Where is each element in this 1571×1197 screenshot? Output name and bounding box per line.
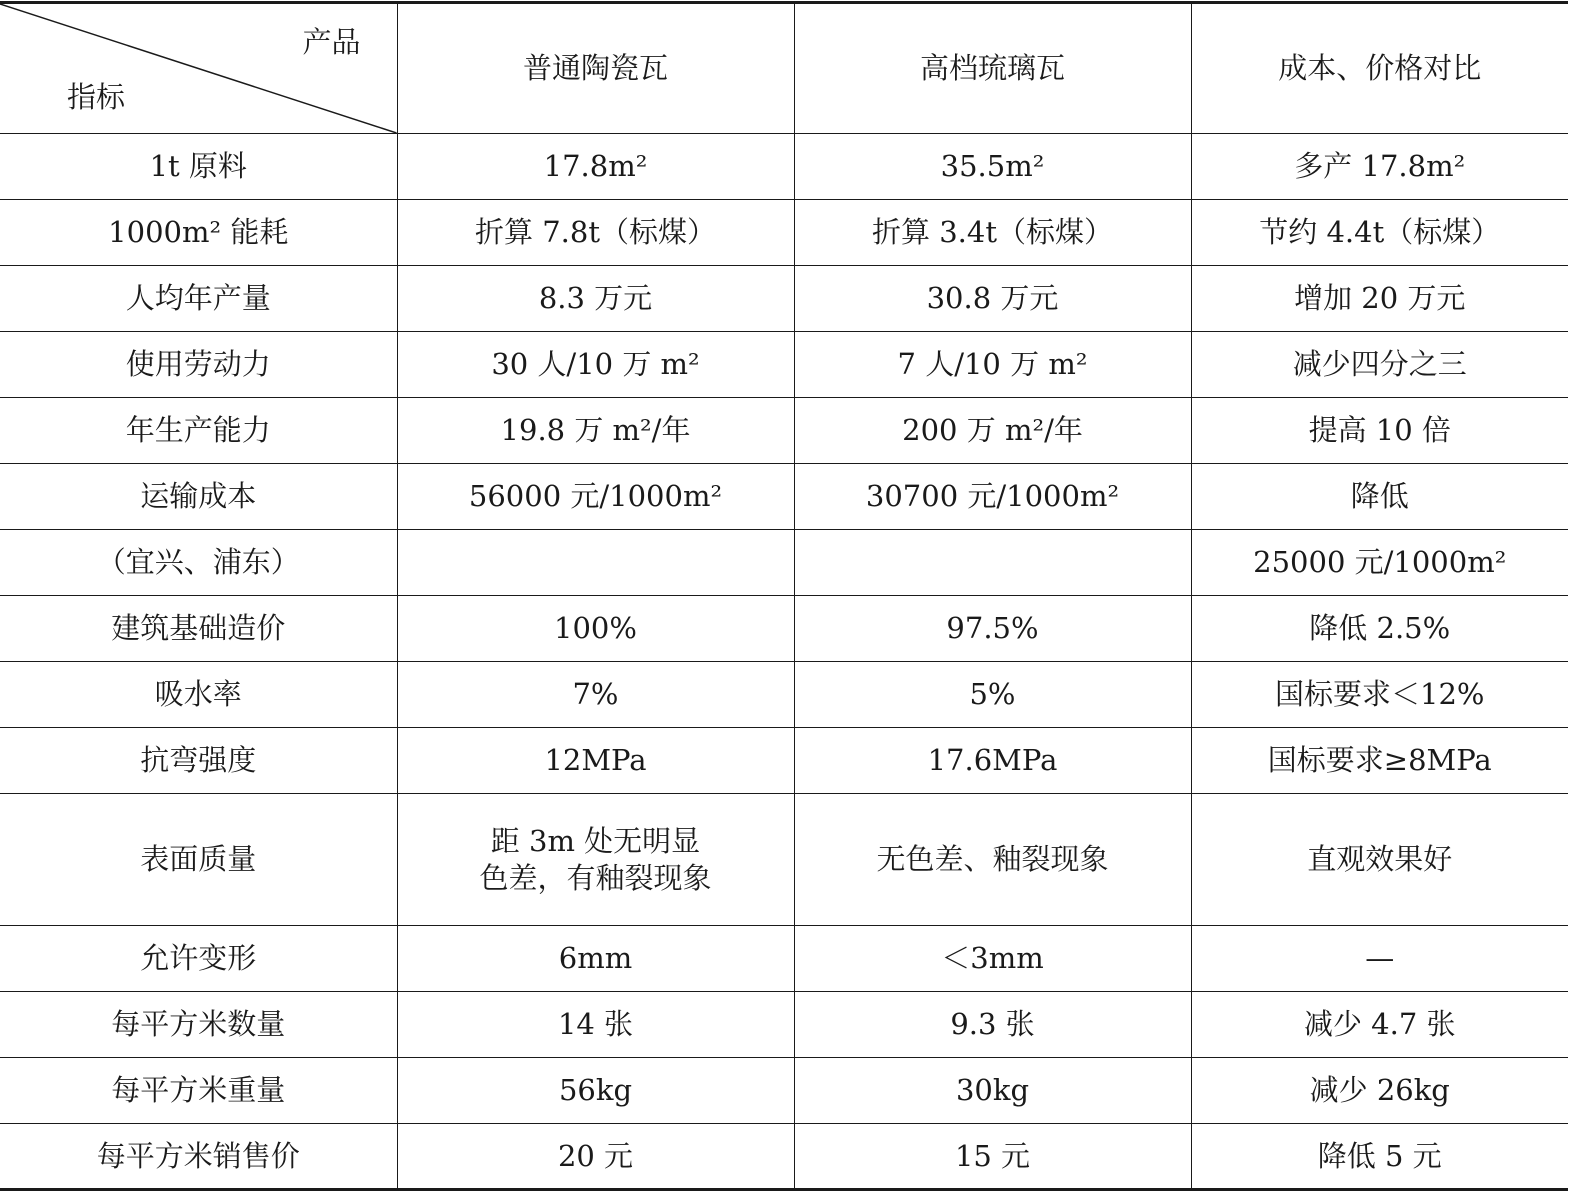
cell-ordinary: 56kg: [397, 1058, 794, 1124]
cell-glazed: 9.3 张: [794, 992, 1191, 1058]
column-header-glazed-tile: 高档琉璃瓦: [794, 3, 1191, 134]
cell-ordinary: 7%: [397, 662, 794, 728]
cell-comparison: 国标要求≥8MPa: [1191, 728, 1568, 794]
table-row: [0, 926, 1568, 992]
cell-glazed: [794, 530, 1191, 596]
table-row: [0, 1058, 1568, 1124]
cell-glazed: 折算 3.4t（标煤）: [794, 200, 1191, 266]
table-row: [0, 134, 1568, 200]
table-row: [0, 992, 1568, 1058]
column-header-ordinary-tile: 普通陶瓷瓦: [397, 3, 794, 134]
row-label: 抗弯强度: [0, 728, 397, 794]
row-label: 建筑基础造价: [0, 596, 397, 662]
cell-comparison: 降低: [1191, 464, 1568, 530]
cell-glazed: 5%: [794, 662, 1191, 728]
corner-cell: [0, 3, 397, 134]
cell-ordinary-line-1: 距 3m 处无明显: [490, 824, 701, 859]
row-label: 每平方米重量: [0, 1058, 397, 1124]
table-row: [0, 266, 1568, 332]
cell-glazed: 97.5%: [794, 596, 1191, 662]
cell-comparison: 减少四分之三: [1191, 332, 1568, 398]
cell-glazed: 200 万 m²/年: [794, 398, 1191, 464]
cell-comparison: 减少 4.7 张: [1191, 992, 1568, 1058]
cell-glazed: 7 人/10 万 m²: [794, 332, 1191, 398]
cell-ordinary: [397, 530, 794, 596]
cell-ordinary: 14 张: [397, 992, 794, 1058]
row-label: 年生产能力: [0, 398, 397, 464]
table-row: [0, 728, 1568, 794]
row-label: 人均年产量: [0, 266, 397, 332]
cell-ordinary: 12MPa: [397, 728, 794, 794]
cell-ordinary: 30 人/10 万 m²: [397, 332, 794, 398]
cell-comparison: 多产 17.8m²: [1191, 134, 1568, 200]
cell-glazed: 30700 元/1000m²: [794, 464, 1191, 530]
row-label: 每平方米数量: [0, 992, 397, 1058]
row-label: 1000m² 能耗: [0, 200, 397, 266]
cell-comparison: 25000 元/1000m²: [1191, 530, 1568, 596]
row-label: 吸水率: [0, 662, 397, 728]
cell-ordinary: 折算 7.8t（标煤）: [397, 200, 794, 266]
table-row: [0, 596, 1568, 662]
cell-glazed: 15 元: [794, 1124, 1191, 1190]
comparison-table: [0, 1, 1568, 1191]
table-row: [0, 794, 1568, 926]
cell-ordinary: 6mm: [397, 926, 794, 992]
cell-ordinary: [397, 794, 794, 926]
cell-glazed: 35.5m²: [794, 134, 1191, 200]
cell-comparison: 减少 26kg: [1191, 1058, 1568, 1124]
column-header-comparison: 成本、价格对比: [1191, 3, 1568, 134]
cell-glazed: 无色差、釉裂现象: [794, 794, 1191, 926]
cell-comparison: 国标要求＜12%: [1191, 662, 1568, 728]
table-row: [0, 332, 1568, 398]
cell-ordinary: 17.8m²: [397, 134, 794, 200]
cell-ordinary: 56000 元/1000m²: [397, 464, 794, 530]
table-row: [0, 530, 1568, 596]
column-header-label: 产品: [302, 25, 361, 59]
table-row: [0, 464, 1568, 530]
row-label: （宜兴、浦东）: [0, 530, 397, 596]
table-row: [0, 398, 1568, 464]
row-label: 允许变形: [0, 926, 397, 992]
cell-comparison: 降低 5 元: [1191, 1124, 1568, 1190]
cell-comparison: 增加 20 万元: [1191, 266, 1568, 332]
cell-ordinary: 19.8 万 m²/年: [397, 398, 794, 464]
table-row: [0, 200, 1568, 266]
table-row: [0, 1124, 1568, 1190]
cell-comparison: 节约 4.4t（标煤）: [1191, 200, 1568, 266]
cell-ordinary: 20 元: [397, 1124, 794, 1190]
row-label: 每平方米销售价: [0, 1124, 397, 1190]
cell-comparison: 降低 2.5%: [1191, 596, 1568, 662]
cell-comparison: —: [1191, 926, 1568, 992]
cell-glazed: 30.8 万元: [794, 266, 1191, 332]
row-label: 1t 原料: [0, 134, 397, 200]
cell-comparison: 提高 10 倍: [1191, 398, 1568, 464]
cell-glazed: ＜3mm: [794, 926, 1191, 992]
table-header-row: [0, 3, 1568, 134]
row-label: 表面质量: [0, 794, 397, 926]
row-label: 使用劳动力: [0, 332, 397, 398]
cell-glazed: 30kg: [794, 1058, 1191, 1124]
cell-comparison: 直观效果好: [1191, 794, 1568, 926]
cell-ordinary: 8.3 万元: [397, 266, 794, 332]
cell-glazed: 17.6MPa: [794, 728, 1191, 794]
cell-ordinary-line-2: 色差，有釉裂现象: [479, 860, 712, 895]
table-row: [0, 662, 1568, 728]
row-label: 运输成本: [0, 464, 397, 530]
row-header-label: 指标: [67, 80, 126, 114]
cell-ordinary: 100%: [397, 596, 794, 662]
